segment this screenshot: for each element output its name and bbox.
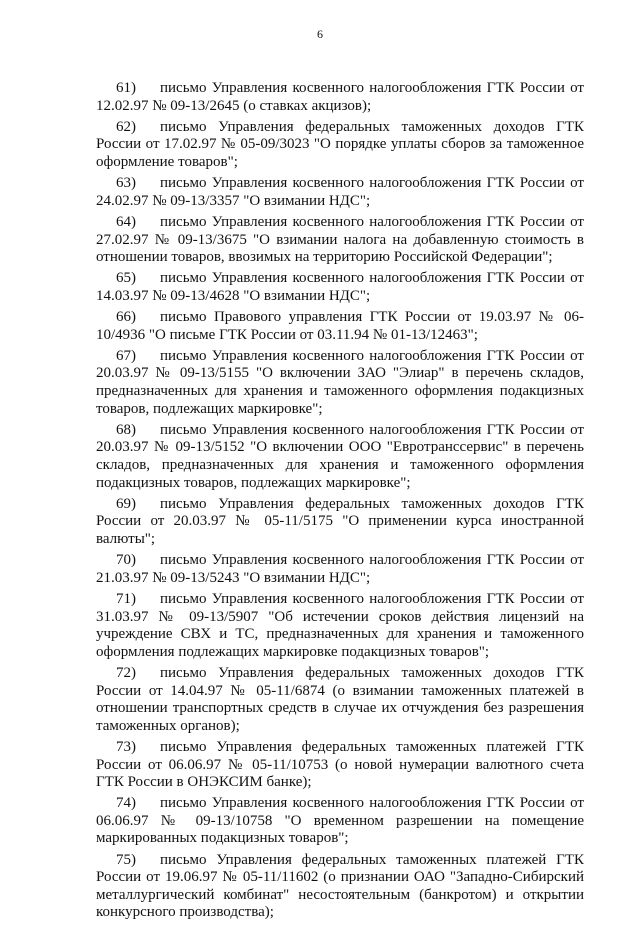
item-text: письмо Управления федеральных таможенных платежей ГТК России от 19.06.97 № 05-11/11602 (о признании ОАО "Западно-Сибирский металлургический комбинат" несостоятельным (банкротом) и открытии конкурсного производства);	[96, 851, 584, 921]
item-number: 74)	[116, 795, 136, 812]
list-item	[96, 591, 584, 661]
list-item	[96, 214, 584, 267]
item-text: письмо Управления косвенного налогообложения ГТК России от 21.03.97 № 09-13/5243 "О взимании НДС";	[96, 552, 584, 586]
item-text: письмо Правового управления ГТК России от 19.03.97 № 06-10/4936 "О письме ГТК России от 03.11.94 № 01-13/12463";	[96, 309, 584, 343]
item-number: 63)	[116, 175, 136, 192]
item-number: 72)	[116, 664, 136, 681]
item-number: 64)	[116, 213, 136, 230]
item-text: письмо Управления косвенного налогообложения ГТК России от 20.03.97 № 09-13/5155 "О включении ЗАО "Элиар" в перечень складов, предназначенных для хранения и таможенного оформления подакцизных товаров, подлежащих маркировке";	[96, 347, 584, 417]
item-number: 70)	[116, 552, 136, 569]
list-item	[96, 852, 584, 922]
item-text: письмо Управления федеральных таможенных доходов ГТК России от 17.02.97 № 05-09/3023 "О порядке уплаты сборов за таможенное оформление товаров";	[96, 118, 584, 170]
list-item	[96, 739, 584, 792]
item-number: 68)	[116, 421, 136, 438]
item-text: письмо Управления косвенного налогообложения ГТК России от 20.03.97 № 09-13/5152 "О включении ООО "Евротранссервис" в перечень складов, предназначенных для хранения и таможенного оформления подакцизных товаров, подлежащих маркировке";	[96, 421, 584, 491]
item-number: 69)	[116, 495, 136, 512]
list-item	[96, 496, 584, 549]
item-number: 62)	[116, 118, 136, 135]
list-item	[96, 795, 584, 848]
item-number: 67)	[116, 347, 136, 364]
item-number: 73)	[116, 738, 136, 755]
list-item	[96, 348, 584, 418]
item-text: письмо Управления федеральных таможенных доходов ГТК России от 14.04.97 № 05-11/6874 (о взимании таможенных платежей в отношении транспортных средств в случае их отчуждения без разрешения таможенных органов);	[96, 664, 584, 734]
item-number: 71)	[116, 590, 136, 607]
list-item	[96, 80, 584, 115]
list-item	[96, 119, 584, 172]
item-number: 65)	[116, 270, 136, 287]
item-text: письмо Управления косвенного налогообложения ГТК России от 24.02.97 № 09-13/3357 "О взимании НДС";	[96, 175, 584, 209]
item-text: письмо Управления федеральных таможенных доходов ГТК России от 20.03.97 № 05-11/5175 "О применении курса иностранной валюты";	[96, 495, 584, 547]
item-number: 61)	[116, 80, 136, 96]
list-item	[96, 309, 584, 344]
item-text: письмо Управления косвенного налогообложения ГТК России от 12.02.97 № 09-13/2645 (о ставках акцизов);	[96, 80, 584, 114]
item-text: письмо Управления косвенного налогообложения ГТК России от 31.03.97 № 09-13/5907 "Об истечении сроков действия лицензий на учреждение СВХ и ТС, предназначенных для хранения и таможенного оформления подлежащих маркировке подакцизных товаров";	[96, 590, 584, 660]
list-item	[96, 665, 584, 735]
item-number: 66)	[116, 309, 136, 326]
document-body	[96, 80, 584, 926]
item-text: письмо Управления косвенного налогообложения ГТК России от 06.06.97 № 09-13/10758 "О временном разрешении на помещение маркированных подакцизных товаров";	[96, 795, 584, 847]
item-text: письмо Управления косвенного налогообложения ГТК России от 14.03.97 № 09-13/4628 "О взимании НДС";	[96, 270, 584, 304]
page-number: 6	[317, 27, 323, 41]
list-item	[96, 422, 584, 492]
list-item	[96, 175, 584, 210]
item-text: письмо Управления косвенного налогообложения ГТК России от 27.02.97 № 09-13/3675 "О взимании налога на добавленную стоимость в отношении товаров, ввозимых на территорию Российской Федерации";	[96, 213, 584, 266]
list-item	[96, 270, 584, 305]
list-item	[96, 552, 584, 587]
item-number: 75)	[116, 851, 136, 868]
item-text: письмо Управления федеральных таможенных платежей ГТК России от 06.06.97 № 05-11/10753 (о новой нумерации валютного счета ГТК России в ОНЭКСИМ банке);	[96, 738, 584, 791]
